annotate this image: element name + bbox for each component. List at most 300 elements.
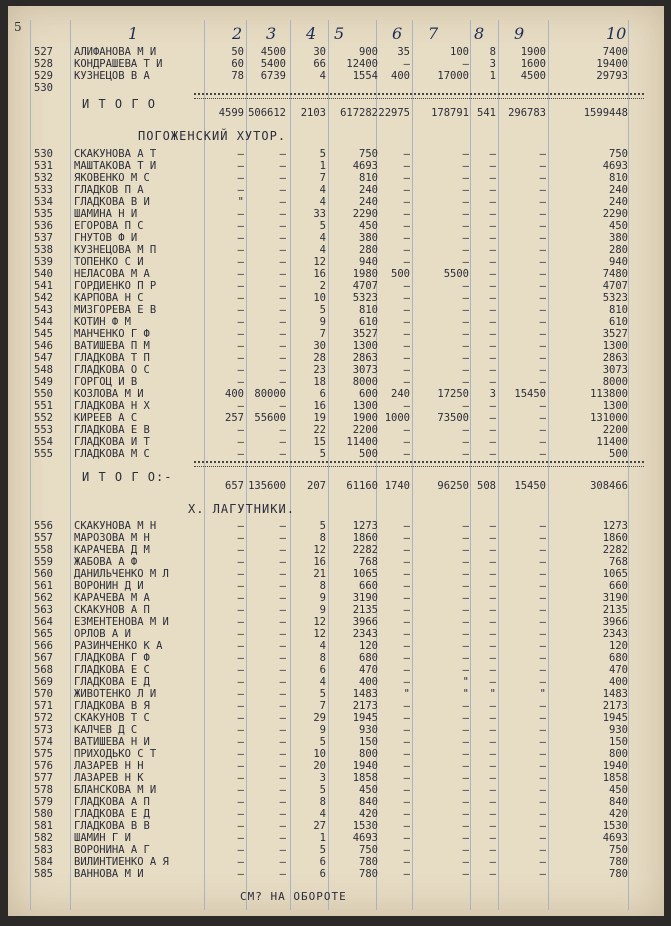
cell-value: – xyxy=(279,292,286,304)
cell-value: 1554 xyxy=(352,70,378,82)
cell-value: – xyxy=(403,640,410,652)
cell-value: 2863 xyxy=(602,352,628,364)
cell-value: – xyxy=(237,640,244,652)
cell-value: 4 xyxy=(319,184,326,196)
cell-value: 22 xyxy=(313,424,326,436)
cell-value: – xyxy=(462,292,469,304)
cell-value: – xyxy=(539,424,546,436)
cell-value: – xyxy=(539,532,546,544)
cell-value: – xyxy=(489,712,496,724)
cell-value: – xyxy=(403,616,410,628)
cell-value: 8000 xyxy=(352,376,378,388)
cell-value: 16 xyxy=(313,556,326,568)
person-name: ВОРОНИНА А Г xyxy=(74,844,150,856)
cell-value: – xyxy=(462,796,469,808)
person-name: ЯКОВЕНКО М С xyxy=(74,172,150,184)
cell-value: 12 xyxy=(313,256,326,268)
cell-value: – xyxy=(403,292,410,304)
cell-value: 5 xyxy=(319,148,326,160)
cell-value: – xyxy=(403,604,410,616)
cell-value: – xyxy=(489,760,496,772)
cell-value: – xyxy=(462,220,469,232)
cell-value: – xyxy=(539,172,546,184)
cell-value: – xyxy=(462,856,469,868)
cell-value: 1980 xyxy=(352,268,378,280)
page-number: 5 xyxy=(14,20,22,34)
cell-value: – xyxy=(462,328,469,340)
person-name: МИЗГОРЕВА Е В xyxy=(74,304,157,316)
cell-value: – xyxy=(462,652,469,664)
cell-value: 78 xyxy=(231,70,244,82)
cell-value: 400 xyxy=(391,70,410,82)
cell-value: – xyxy=(489,616,496,628)
cell-value: – xyxy=(279,328,286,340)
cell-value: – xyxy=(489,568,496,580)
table-row xyxy=(8,196,664,208)
cell-value: – xyxy=(462,160,469,172)
cell-value: – xyxy=(237,532,244,544)
cell-value: – xyxy=(462,592,469,604)
cell-value: – xyxy=(279,424,286,436)
cell-value: – xyxy=(403,808,410,820)
cell-value: 21 xyxy=(313,568,326,580)
cell-value: – xyxy=(237,580,244,592)
table-row xyxy=(8,580,664,592)
table-row xyxy=(8,107,664,119)
table-row xyxy=(8,676,664,688)
person-name: АЛИФАНОВА М И xyxy=(74,46,157,58)
person-name: ВАННОВА М И xyxy=(74,868,144,880)
person-name: КОТИН Ф М xyxy=(74,316,131,328)
cell-value: 4500 xyxy=(260,46,286,58)
cell-value: – xyxy=(489,352,496,364)
cell-value: 610 xyxy=(359,316,378,328)
cell-value: 29793 xyxy=(596,70,628,82)
cell-value: 840 xyxy=(609,796,628,808)
cell-value: – xyxy=(403,148,410,160)
cell-value: – xyxy=(237,568,244,580)
cell-value: 296783 xyxy=(508,107,546,119)
cell-value: – xyxy=(539,796,546,808)
cell-value: 9 xyxy=(319,592,326,604)
cell-value: – xyxy=(403,196,410,208)
cell-value: 400 xyxy=(609,676,628,688)
cell-value: – xyxy=(403,796,410,808)
cell-value: – xyxy=(403,376,410,388)
cell-value: 810 xyxy=(609,172,628,184)
cell-value: – xyxy=(403,340,410,352)
cell-value: – xyxy=(403,772,410,784)
cell-value: – xyxy=(462,724,469,736)
cell-value: – xyxy=(279,364,286,376)
cell-value: 1600 xyxy=(520,58,546,70)
person-name: ВАТИШЕВА Н И xyxy=(74,736,150,748)
person-name: ШАМИНА Н И xyxy=(74,208,138,220)
table-row xyxy=(8,172,664,184)
column-header: 3 xyxy=(266,24,277,43)
cell-value: 12400 xyxy=(346,58,378,70)
cell-value: 450 xyxy=(359,784,378,796)
person-name: ГЛАДКОВА Е Д xyxy=(74,676,150,688)
cell-value: 768 xyxy=(359,556,378,568)
cell-value: – xyxy=(489,868,496,880)
cell-value: – xyxy=(279,736,286,748)
person-name: КАРПОВА Н С xyxy=(74,292,144,304)
cell-value: 10 xyxy=(313,292,326,304)
cell-value: 4 xyxy=(319,70,326,82)
cell-value: – xyxy=(237,868,244,880)
cell-value: 50 xyxy=(231,46,244,58)
cell-value: – xyxy=(279,148,286,160)
cell-value: – xyxy=(403,364,410,376)
table-row xyxy=(8,160,664,172)
person-name: ГЛАДКОВА А П xyxy=(74,796,150,808)
cell-value: – xyxy=(279,664,286,676)
cell-value: – xyxy=(403,328,410,340)
table-row xyxy=(8,388,664,400)
person-name: ГЛАДКОВ П А xyxy=(74,184,144,196)
cell-value: – xyxy=(489,640,496,652)
person-name: ГЛАДКОВА В И xyxy=(74,196,150,208)
cell-value: – xyxy=(489,316,496,328)
cell-value: 500 xyxy=(609,448,628,460)
cell-value: – xyxy=(462,232,469,244)
column-header: 6 xyxy=(392,24,403,43)
row-number: 557 xyxy=(34,532,53,544)
table-row xyxy=(8,724,664,736)
cell-value: 1000 xyxy=(384,412,410,424)
cell-value: – xyxy=(489,652,496,664)
table-row xyxy=(8,340,664,352)
cell-value: 12 xyxy=(313,628,326,640)
row-number: 559 xyxy=(34,556,53,568)
row-number: 538 xyxy=(34,244,53,256)
cell-value: 240 xyxy=(359,184,378,196)
cell-value: – xyxy=(403,280,410,292)
cell-value: – xyxy=(403,232,410,244)
person-name: ГОРГОЦ И В xyxy=(74,376,138,388)
cell-value: – xyxy=(279,160,286,172)
cell-value: – xyxy=(539,856,546,868)
cell-value: – xyxy=(489,448,496,460)
cell-value: 240 xyxy=(359,196,378,208)
cell-value: – xyxy=(237,760,244,772)
row-number: 528 xyxy=(34,58,53,70)
cell-value: – xyxy=(489,748,496,760)
cell-value: – xyxy=(403,256,410,268)
cell-value: – xyxy=(539,304,546,316)
cell-value: – xyxy=(489,256,496,268)
cell-value: 80000 xyxy=(254,388,286,400)
cell-value: – xyxy=(237,748,244,760)
person-name: КУЗНЕЦОВ В А xyxy=(74,70,150,82)
cell-value: – xyxy=(279,592,286,604)
cell-value: – xyxy=(403,58,410,70)
cell-value: – xyxy=(237,316,244,328)
cell-value: – xyxy=(489,580,496,592)
cell-value: – xyxy=(237,148,244,160)
cell-value: 3190 xyxy=(352,592,378,604)
cell-value: – xyxy=(462,664,469,676)
cell-value: – xyxy=(539,808,546,820)
cell-value: – xyxy=(489,628,496,640)
table-row xyxy=(8,480,664,492)
cell-value: 23 xyxy=(313,364,326,376)
cell-value: – xyxy=(237,376,244,388)
cell-value: 780 xyxy=(359,856,378,868)
person-name: ЕЗМЕНТЕНОВА М И xyxy=(74,616,169,628)
cell-value: 308466 xyxy=(590,480,628,492)
cell-value: – xyxy=(539,268,546,280)
cell-value: – xyxy=(237,304,244,316)
cell-value: 150 xyxy=(359,736,378,748)
table-row xyxy=(8,364,664,376)
cell-value: 1740 xyxy=(384,480,410,492)
person-name: ЖАБОВА А Ф xyxy=(74,556,138,568)
cell-value: 5500 xyxy=(443,268,469,280)
cell-value: – xyxy=(462,352,469,364)
cell-value: – xyxy=(462,868,469,880)
person-name: ОРЛОВ А И xyxy=(74,628,131,640)
cell-value: – xyxy=(539,256,546,268)
cell-value: – xyxy=(279,616,286,628)
cell-value: – xyxy=(462,532,469,544)
row-number: 529 xyxy=(34,70,53,82)
row-number: 534 xyxy=(34,196,53,208)
cell-value: 1 xyxy=(319,832,326,844)
table-row xyxy=(8,868,664,880)
row-number: 570 xyxy=(34,688,53,700)
person-name: ВАТИШЕВА П М xyxy=(74,340,150,352)
cell-value: 8 xyxy=(489,46,496,58)
cell-value: 2135 xyxy=(602,604,628,616)
cell-value: – xyxy=(462,436,469,448)
cell-value: 240 xyxy=(391,388,410,400)
cell-value: – xyxy=(237,280,244,292)
cell-value: 780 xyxy=(609,868,628,880)
table-row xyxy=(8,58,664,70)
cell-value: – xyxy=(489,220,496,232)
cell-value: – xyxy=(403,220,410,232)
cell-value: – xyxy=(237,268,244,280)
cell-value: – xyxy=(539,292,546,304)
row-number: 532 xyxy=(34,172,53,184)
cell-value: 7 xyxy=(319,700,326,712)
person-name: ЖИВОТЕНКО Л И xyxy=(74,688,157,700)
cell-value: 660 xyxy=(359,580,378,592)
column-header: 8 xyxy=(474,24,485,43)
row-number: 554 xyxy=(34,436,53,448)
row-number: 584 xyxy=(34,856,53,868)
cell-value: 4 xyxy=(319,808,326,820)
cell-value: 19 xyxy=(313,412,326,424)
person-name: СКАКУНОВА А Т xyxy=(74,148,157,160)
row-number: 553 xyxy=(34,424,53,436)
table-row xyxy=(8,316,664,328)
cell-value: 1300 xyxy=(602,340,628,352)
cell-value: 506612 xyxy=(248,107,286,119)
cell-value: 500 xyxy=(359,448,378,460)
cell-value: – xyxy=(237,712,244,724)
cell-value: – xyxy=(279,244,286,256)
table-row xyxy=(8,304,664,316)
table-row xyxy=(8,184,664,196)
cell-value: – xyxy=(279,868,286,880)
cell-value: – xyxy=(237,556,244,568)
cell-value: 930 xyxy=(359,724,378,736)
cell-value: 280 xyxy=(609,244,628,256)
person-name: ЕГОРОВА П С xyxy=(74,220,144,232)
cell-value: 1530 xyxy=(352,820,378,832)
cell-value: – xyxy=(279,724,286,736)
cell-value: – xyxy=(403,208,410,220)
row-number: 577 xyxy=(34,772,53,784)
cell-value: – xyxy=(539,436,546,448)
cell-value: – xyxy=(462,256,469,268)
cell-value: – xyxy=(489,604,496,616)
cell-value: – xyxy=(489,556,496,568)
cell-value: – xyxy=(489,280,496,292)
cell-value: – xyxy=(403,520,410,532)
cell-value: 61160 xyxy=(346,480,378,492)
cell-value: – xyxy=(403,844,410,856)
person-name: НЕЛАСОВА М А xyxy=(74,268,150,280)
table-row xyxy=(8,700,664,712)
cell-value: 29 xyxy=(313,712,326,724)
cell-value: 1599448 xyxy=(583,107,628,119)
cell-value: 380 xyxy=(359,232,378,244)
cell-value: – xyxy=(462,544,469,556)
cell-value: 20 xyxy=(313,760,326,772)
cell-value: 450 xyxy=(609,220,628,232)
cell-value: – xyxy=(403,592,410,604)
cell-value: – xyxy=(237,448,244,460)
cell-value: – xyxy=(462,196,469,208)
cell-value: 800 xyxy=(609,748,628,760)
cell-value: – xyxy=(237,244,244,256)
cell-value: – xyxy=(279,784,286,796)
cell-value: – xyxy=(539,616,546,628)
cell-value: – xyxy=(279,304,286,316)
cell-value: 207 xyxy=(307,480,326,492)
cell-value: – xyxy=(462,568,469,580)
cell-value: – xyxy=(403,172,410,184)
cell-value: – xyxy=(489,196,496,208)
cell-value: 2863 xyxy=(352,352,378,364)
cell-value: 400 xyxy=(225,388,244,400)
cell-value: – xyxy=(489,544,496,556)
cell-value: – xyxy=(489,784,496,796)
person-name: ГЛАДКОВА И Т xyxy=(74,436,150,448)
row-number: 568 xyxy=(34,664,53,676)
cell-value: 16 xyxy=(313,400,326,412)
cell-value: 940 xyxy=(609,256,628,268)
cell-value: 400 xyxy=(359,676,378,688)
table-row xyxy=(8,412,664,424)
cell-value: – xyxy=(237,736,244,748)
cell-value: – xyxy=(489,364,496,376)
cell-value: – xyxy=(279,700,286,712)
row-number: 579 xyxy=(34,796,53,808)
cell-value: – xyxy=(279,520,286,532)
cell-value: 1065 xyxy=(602,568,628,580)
cell-value: 2343 xyxy=(602,628,628,640)
cell-value: – xyxy=(403,676,410,688)
cell-value: – xyxy=(462,184,469,196)
cell-value: – xyxy=(403,868,410,880)
table-row xyxy=(8,46,664,58)
cell-value: – xyxy=(403,532,410,544)
cell-value: – xyxy=(279,256,286,268)
cell-value: – xyxy=(237,172,244,184)
row-number: 567 xyxy=(34,652,53,664)
cell-value: – xyxy=(539,844,546,856)
cell-value: 6 xyxy=(319,664,326,676)
cell-value: – xyxy=(489,424,496,436)
cell-value: 2282 xyxy=(352,544,378,556)
cell-value: – xyxy=(279,580,286,592)
cell-value: 15450 xyxy=(514,388,546,400)
person-name: ГЛАДКОВА Н Х xyxy=(74,400,150,412)
cell-value: 3 xyxy=(489,58,496,70)
cell-value: – xyxy=(489,724,496,736)
cell-value: – xyxy=(403,544,410,556)
cell-value: – xyxy=(489,772,496,784)
cell-value: 508 xyxy=(477,480,496,492)
cell-value: – xyxy=(539,328,546,340)
cell-value: – xyxy=(539,760,546,772)
person-name: КАРАЧЕВА М А xyxy=(74,592,150,604)
cell-value: – xyxy=(237,436,244,448)
cell-value: – xyxy=(489,244,496,256)
row-number: 527 xyxy=(34,46,53,58)
cell-value: 810 xyxy=(359,172,378,184)
table-row xyxy=(8,328,664,340)
double-rule xyxy=(194,93,644,99)
cell-value: 1860 xyxy=(602,532,628,544)
cell-value: – xyxy=(489,808,496,820)
cell-value: – xyxy=(539,868,546,880)
cell-value: – xyxy=(539,604,546,616)
row-number: 547 xyxy=(34,352,53,364)
cell-value: – xyxy=(539,208,546,220)
person-name: МАРОЗОВА М Н xyxy=(74,532,150,544)
column-header: 5 xyxy=(334,24,345,43)
cell-value: – xyxy=(489,520,496,532)
cell-value: 1530 xyxy=(602,820,628,832)
cell-value: 19400 xyxy=(596,58,628,70)
cell-value: 1483 xyxy=(352,688,378,700)
cell-value: 4693 xyxy=(352,160,378,172)
cell-value: – xyxy=(539,568,546,580)
cell-value: – xyxy=(539,352,546,364)
cell-value: 4707 xyxy=(352,280,378,292)
cell-value: 178791 xyxy=(431,107,469,119)
cell-value: – xyxy=(489,328,496,340)
table-row xyxy=(8,244,664,256)
row-number: 582 xyxy=(34,832,53,844)
cell-value: 12 xyxy=(313,544,326,556)
cell-value: 3966 xyxy=(352,616,378,628)
person-name: КОНДРАШЕВА Т И xyxy=(74,58,163,70)
row-number: 539 xyxy=(34,256,53,268)
cell-value: – xyxy=(237,220,244,232)
cell-value: – xyxy=(237,400,244,412)
cell-value: 4 xyxy=(319,244,326,256)
cell-value: 4693 xyxy=(602,832,628,844)
cell-value: – xyxy=(279,352,286,364)
cell-value: – xyxy=(539,244,546,256)
